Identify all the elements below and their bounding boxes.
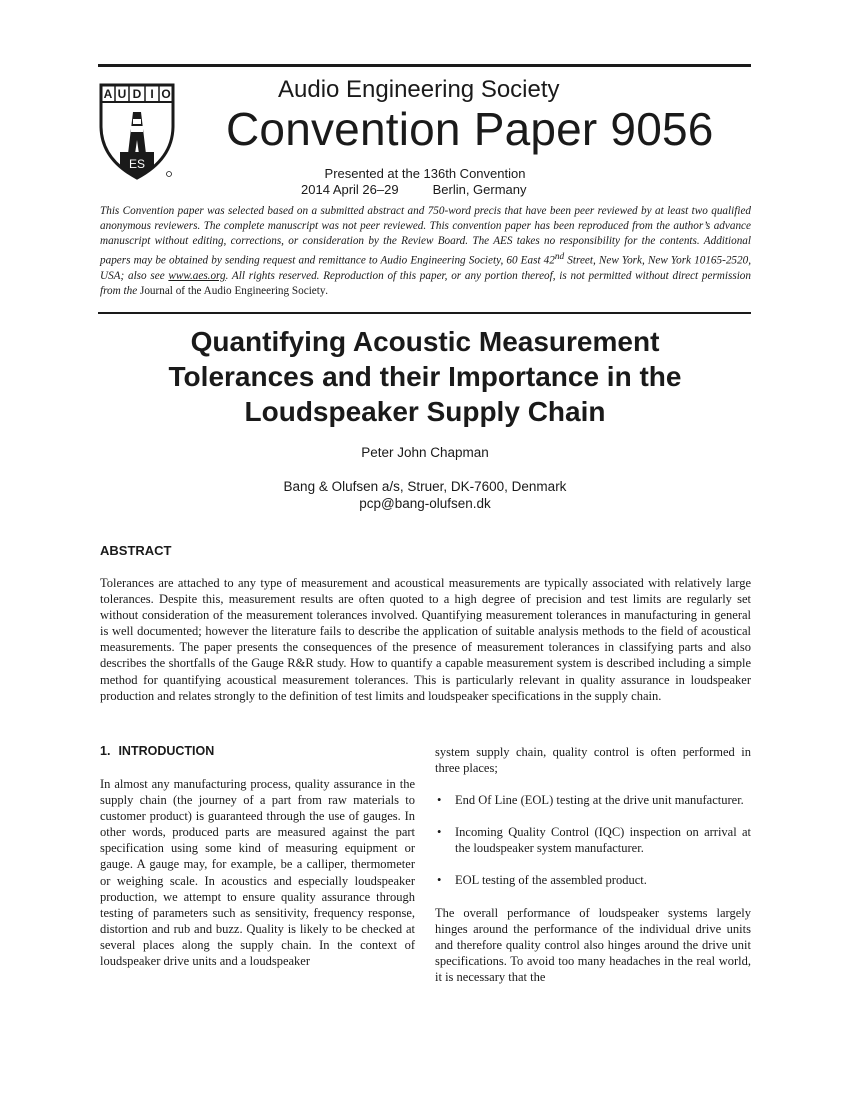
aes-logo bbox=[98, 82, 176, 182]
logo-letter: D bbox=[132, 87, 142, 101]
intro-title: INTRODUCTION bbox=[118, 744, 215, 758]
logo-letter: U bbox=[117, 87, 127, 101]
intro-right-column bbox=[435, 744, 751, 985]
intro-heading bbox=[100, 744, 214, 758]
list-item-text: End Of Line (EOL) testing at the drive unit manufacturer. bbox=[455, 793, 744, 808]
society-name: Audio Engineering Society bbox=[278, 76, 560, 103]
disclaimer-text-1: This Convention paper was selected based on a submitted abstract and 750-word precis that have been peer reviewed by at least two qualified anonymous reviewers. The complete manuscript was not peer reviewed. This convention paper has been reproduced from the author’s advance manuscript without editing, corrections, or consideration by the Review Board. The AES takes no responsibility for the contents. Additional papers may be obtained by sending request and remittance to Audio Engineering Society, 60 East 42 bbox=[100, 205, 751, 267]
convention-date: 2014 April 26–29 bbox=[301, 182, 399, 197]
bullet-icon: • bbox=[437, 825, 442, 840]
journal-name: Journal of the Audio Engineering Society bbox=[139, 284, 326, 297]
list-item-text: EOL testing of the assembled product. bbox=[455, 873, 647, 888]
list-item-text: Incoming Quality Control (IQC) inspection on arrival at the loudspeaker system manufacturer. bbox=[455, 825, 751, 856]
list-item bbox=[435, 824, 751, 856]
paper-title-line: Tolerances and their Importance in the bbox=[168, 361, 682, 392]
paper-title-line: Quantifying Acoustic Measurement bbox=[190, 326, 660, 357]
bullet-icon: • bbox=[437, 873, 442, 888]
intro-left-column: In almost any manufacturing process, quality assurance in the supply chain (the journey of a part from raw materials to customer product) is guaranteed through the use of gauges. In other words, produced parts are measured against the part specification using some kind of measuring equipment or gauge. A gauge may, for example, be a calliper, thermometer or weighing scale. In acoustics and especially loudspeaker production, we attempt to ensure quality assurance through testing of parameters such as sensitivity, frequency response, distortion and rub and buzz. Quality is likely to be checked at several places along the supply chain. In the context of loudspeaker drive units and a loudspeaker bbox=[100, 777, 415, 969]
abstract-heading: ABSTRACT bbox=[100, 543, 172, 558]
bullet-icon: • bbox=[437, 793, 442, 808]
author-affiliation: Bang & Olufsen a/s, Struer, DK-7600, Denmark bbox=[283, 479, 567, 494]
disclaimer-text-2: Street, New York, New York 10165-2520, USA; also see bbox=[100, 254, 751, 282]
paper-title bbox=[100, 324, 750, 429]
logo-letter: I bbox=[150, 87, 154, 101]
convention-location: Berlin, Germany bbox=[432, 182, 527, 197]
presented-at: Presented at the 136th Convention bbox=[324, 166, 526, 181]
section-rule bbox=[98, 312, 751, 314]
aes-link[interactable]: www.aes.org bbox=[168, 269, 226, 282]
abstract-body: Tolerances are attached to any type of measurement and acoustical measurements are typically associated with relatively large tolerances. Despite this, measurement results are often quoted to a high degree of precision and test limits are regularly set without consideration of the measurement tolerances involved. Quantifying measurement tolerances in manufacturing in general is well documented; however the literature fails to describe the application of suitable analysis methods to the field of acoustical measurements. The paper presents the consequences of the presence of measurement tolerances in classifying parts and also describes the shortfalls of the Gauge R&R study. How to quantify a capable measurement system is described including a simple method for quantifying acoustical measurement tolerances. This is particularly relevant in quality assurance in loudspeaker production and relates strongly to the definition of test limits and loudspeaker specifications in the supply chain. bbox=[100, 576, 751, 703]
convention-date-location bbox=[301, 182, 527, 197]
convention-paper-title: Convention Paper 9056 bbox=[226, 103, 714, 155]
disclaimer bbox=[100, 204, 751, 299]
disclaimer-sup: nd bbox=[554, 251, 565, 262]
paper-title-line: Loudspeaker Supply Chain bbox=[244, 396, 606, 427]
supply-chain-list bbox=[435, 792, 751, 888]
author-name: Peter John Chapman bbox=[361, 445, 489, 460]
intro-right-paragraph: The overall performance of loudspeaker systems largely hinges around the performance of the individual drive units and therefore quality control also hinges around the drive unit specifications. To avoid too many headaches in the real world, it is necessary that the bbox=[435, 905, 751, 984]
disclaimer-text-3: . All rights reserved. Reproduction of this paper, or any portion thereof, is not permitted without direct permission from the bbox=[100, 269, 751, 297]
top-rule bbox=[98, 64, 751, 67]
logo-es: ES bbox=[128, 157, 146, 171]
intro-right-lead: system supply chain, quality control is often performed in three places; bbox=[435, 745, 751, 776]
author-affiliation-block bbox=[100, 478, 750, 512]
disclaimer-end: . bbox=[325, 284, 329, 297]
list-item bbox=[435, 872, 751, 888]
author-email: pcp@bang-olufsen.dk bbox=[359, 496, 491, 511]
intro-number: 1. bbox=[100, 744, 111, 758]
logo-letter: O bbox=[161, 87, 171, 101]
logo-letter: A bbox=[103, 87, 113, 101]
list-item bbox=[435, 792, 751, 808]
